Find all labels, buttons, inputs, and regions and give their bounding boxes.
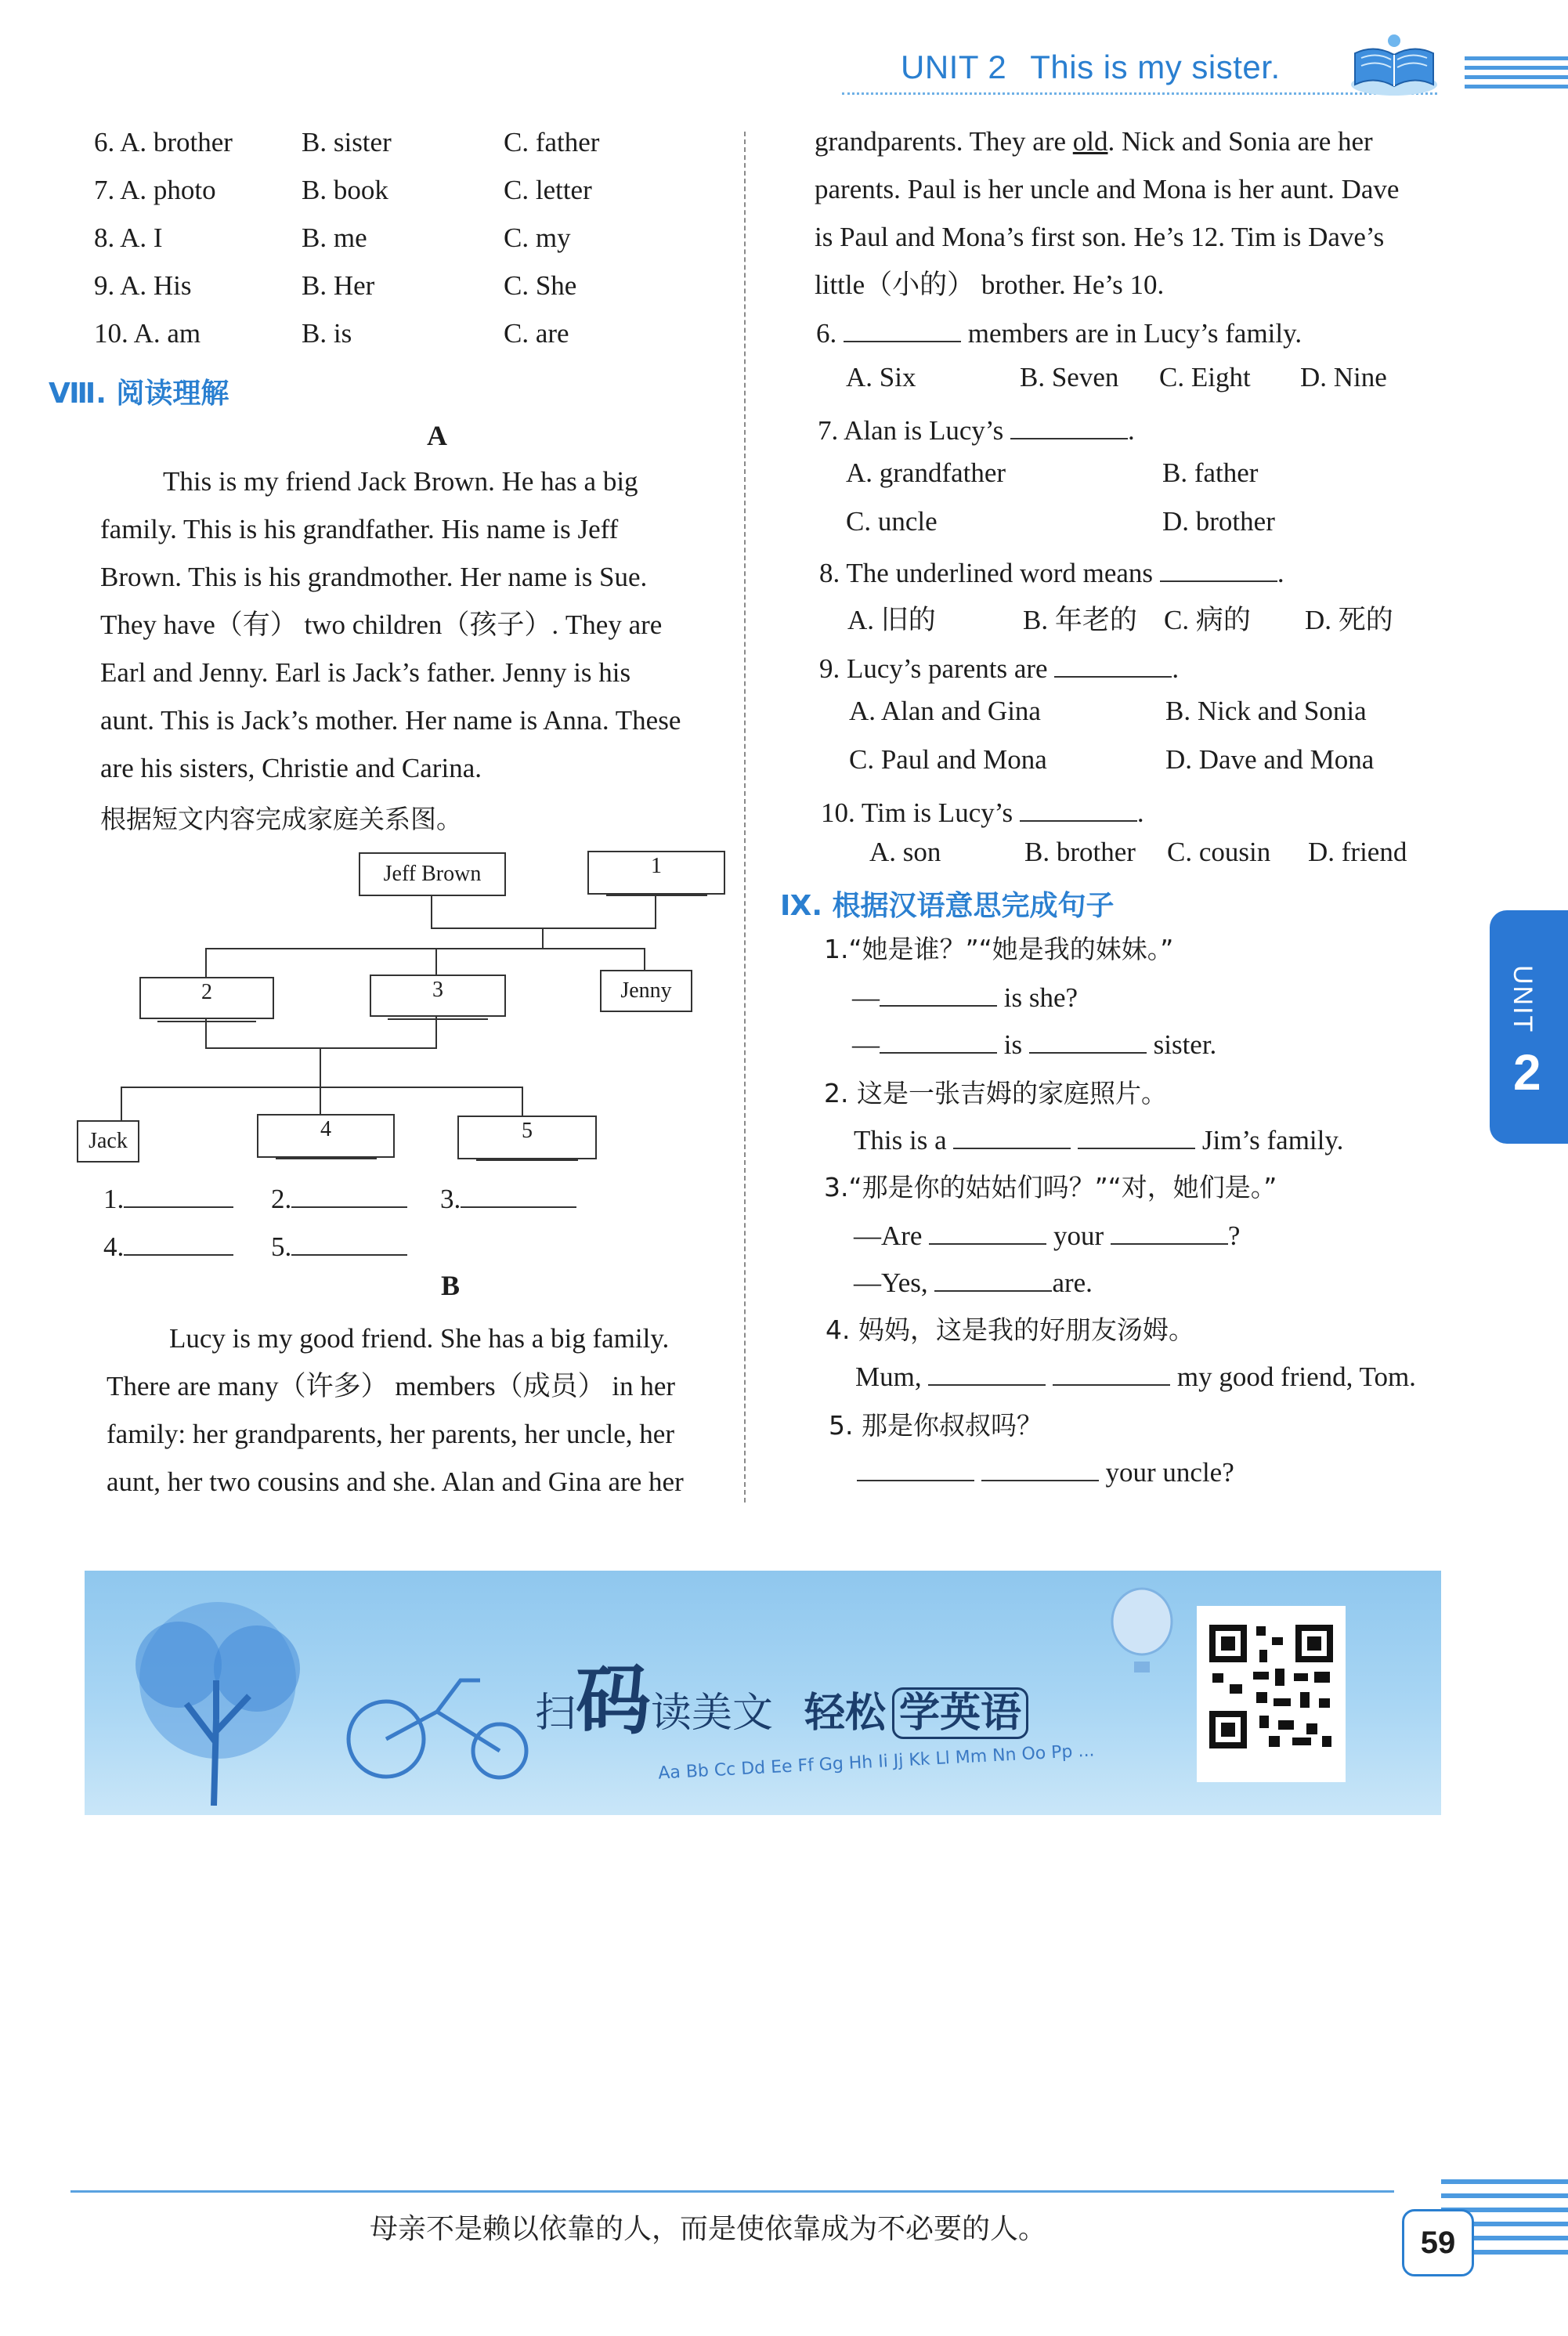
sentence-text: —Are xyxy=(854,1220,923,1251)
section-heading: Ⅷ. 阅读理解 xyxy=(49,378,229,410)
passage-line: little（小的） brother. He’s 10. xyxy=(815,269,1165,300)
node-number: 4 xyxy=(320,1117,331,1141)
underlined-word: old xyxy=(1072,126,1108,157)
option[interactable]: C. Eight xyxy=(1159,362,1251,392)
translation-1: 1.“她是谁？”“她是我的妹妹。” xyxy=(824,934,1174,964)
option[interactable]: C. Paul and Mona xyxy=(849,744,1047,775)
answer-blank[interactable] xyxy=(291,1179,407,1208)
answer-blank[interactable] xyxy=(880,978,997,1007)
instruction: 根据短文内容完成家庭关系图。 xyxy=(100,804,462,834)
tree-node-3 xyxy=(370,975,506,1017)
header-stripe xyxy=(1465,56,1568,60)
question-7 xyxy=(818,410,1135,447)
fill-2 xyxy=(854,1120,1343,1156)
banner-text: 扫 xyxy=(535,1690,576,1737)
options-7 xyxy=(846,457,1504,489)
side-tab-number: 2 xyxy=(1513,1044,1541,1101)
balloon-icon xyxy=(1103,1586,1181,1680)
answer-blank[interactable] xyxy=(1160,553,1277,582)
option[interactable]: A. son xyxy=(869,837,941,867)
answer-3 xyxy=(440,1179,576,1215)
options-9 xyxy=(849,696,1507,727)
sentence-text: This is a xyxy=(854,1125,947,1155)
question-text: 9. Lucy’s parents are xyxy=(819,653,1048,684)
options-10 xyxy=(869,837,1527,868)
option[interactable]: D. Dave and Mona xyxy=(1165,744,1375,775)
option-b: B. book xyxy=(302,175,388,205)
option[interactable]: D. friend xyxy=(1308,837,1407,867)
options-9b xyxy=(849,744,1507,776)
answer-blank[interactable] xyxy=(981,1452,1099,1481)
translation-2: 2. 这是一张吉姆的家庭照片。 xyxy=(824,1078,1167,1108)
sentence-text: —Yes, xyxy=(854,1267,928,1298)
option[interactable]: C. cousin xyxy=(1167,837,1271,867)
tree-node-5 xyxy=(457,1116,597,1159)
option[interactable]: C. uncle xyxy=(846,506,938,537)
unit-title xyxy=(901,49,1281,86)
footer-stripe xyxy=(1441,2179,1568,2184)
option[interactable]: B. Seven xyxy=(1020,362,1119,392)
answer-blank[interactable] xyxy=(124,1227,233,1256)
answer-blank[interactable] xyxy=(461,1179,576,1208)
option[interactable]: B. brother xyxy=(1024,837,1136,867)
question-text: 10. Tim is Lucy’s xyxy=(821,797,1013,828)
answer-blank[interactable] xyxy=(953,1120,1071,1149)
option[interactable]: A. 旧的 xyxy=(847,605,936,635)
header-stripe xyxy=(1465,75,1568,79)
fill-1b xyxy=(852,1025,1216,1061)
answer-blank[interactable] xyxy=(934,1263,1052,1292)
banner-title xyxy=(535,1641,1028,1748)
sentence-text: your uncle? xyxy=(1105,1457,1234,1488)
option-row xyxy=(94,318,736,366)
tree-node-jack: Jack xyxy=(77,1120,139,1163)
translation-4: 4. 妈妈，这是我的好朋友汤姆。 xyxy=(826,1314,1194,1345)
answer-blank[interactable] xyxy=(928,1357,1046,1386)
option[interactable]: C. 病的 xyxy=(1164,605,1251,635)
option-c: C. my xyxy=(504,222,571,253)
option[interactable]: B. Nick and Sonia xyxy=(1165,696,1367,726)
options-8 xyxy=(847,598,1505,635)
question-text: . xyxy=(1277,558,1284,588)
sentence-text: are. xyxy=(1052,1267,1093,1298)
sentence-text: Jim’s family. xyxy=(1201,1125,1344,1155)
option-a: 6. A. brother xyxy=(94,127,233,157)
option-b: B. Her xyxy=(302,270,375,301)
bicycle-icon xyxy=(343,1665,547,1782)
passage-line: This is my friend Jack Brown. He has a big xyxy=(163,466,638,497)
banner-text: 轻松 xyxy=(804,1690,887,1737)
banner-text: 学英语 xyxy=(892,1687,1028,1739)
option[interactable]: A. Six xyxy=(846,362,916,392)
translation-3: 3.“那是你的姑姑们吗？”“对，她们是。” xyxy=(824,1172,1277,1202)
answer-blank[interactable] xyxy=(1053,1357,1170,1386)
page-number: 59 xyxy=(1402,2209,1474,2276)
answer-label: 5. xyxy=(271,1231,292,1262)
option-c: C. letter xyxy=(504,175,592,205)
answer-label: 2. xyxy=(271,1184,292,1214)
passage-line: family. This is his grandfather. His name is Jeff xyxy=(100,514,619,544)
footer-line xyxy=(70,2190,1394,2193)
option-row xyxy=(94,222,736,270)
node-number: 2 xyxy=(201,980,212,1004)
qr-code[interactable] xyxy=(1197,1606,1346,1782)
sentence-text: ? xyxy=(1227,1220,1241,1251)
answer-blank[interactable] xyxy=(857,1452,974,1481)
question-text: members are in Lucy’s family. xyxy=(967,318,1302,349)
unit-subtitle: This is my sister. xyxy=(1030,49,1281,85)
question-10 xyxy=(821,793,1144,829)
question-8 xyxy=(819,553,1284,589)
qr-code-icon xyxy=(1197,1606,1346,1782)
option-c: C. are xyxy=(504,318,569,349)
passage-line: There are many（许多） members（成员） in her xyxy=(107,1371,676,1401)
fill-1a xyxy=(852,978,1078,1014)
header-stripe xyxy=(1465,66,1568,70)
banner-text: 码 xyxy=(576,1657,652,1745)
unit-label: UNIT 2 xyxy=(901,49,1007,85)
option[interactable]: B. father xyxy=(1162,457,1259,488)
sentence-text: is she? xyxy=(1003,982,1078,1013)
answer-label: 3. xyxy=(440,1184,461,1214)
fill-5 xyxy=(857,1452,1234,1488)
tree-node-jenny: Jenny xyxy=(600,970,692,1012)
answer-blank[interactable] xyxy=(929,1216,1046,1245)
passage-line: is Paul and Mona’s first son. He’s 12. Tim is Dave’s xyxy=(815,222,1385,252)
option[interactable]: D. Nine xyxy=(1300,362,1387,392)
option-a: 7. A. photo xyxy=(94,175,216,205)
question-text: 8. The underlined word means xyxy=(819,558,1154,588)
answer-blank[interactable] xyxy=(124,1179,233,1208)
answer-blank[interactable] xyxy=(291,1227,407,1256)
fill-3a xyxy=(854,1216,1240,1252)
sentence-text: Mum, xyxy=(855,1361,922,1392)
tree-node-1 xyxy=(587,851,725,895)
passage-line: Lucy is my good friend. She has a big family. xyxy=(169,1323,670,1354)
question-9 xyxy=(819,649,1179,685)
passage-label: B xyxy=(441,1270,461,1301)
sentence-text: sister. xyxy=(1153,1029,1217,1060)
tree-node-jeff: Jeff Brown xyxy=(359,852,506,896)
answer-blank[interactable] xyxy=(1111,1216,1228,1245)
translation-5: 5. 那是你叔叔吗？ xyxy=(829,1410,1042,1441)
banner-text: 读美文 xyxy=(651,1690,774,1737)
option-row xyxy=(94,127,736,175)
passage-line: parents. Paul is her uncle and Mona is her aunt. Dave xyxy=(815,174,1400,204)
node-number: 3 xyxy=(432,978,443,1002)
answer-blank[interactable] xyxy=(1020,793,1137,822)
side-tab-label: UNIT xyxy=(1508,965,1537,1034)
answer-blank[interactable] xyxy=(1029,1025,1147,1054)
answer-blank[interactable] xyxy=(880,1025,997,1054)
header-stripe xyxy=(1465,85,1568,89)
question-text: . xyxy=(1172,653,1180,684)
dash: — xyxy=(852,982,880,1013)
question-text: 7. Alan is Lucy’s xyxy=(818,415,1004,446)
option-b: B. me xyxy=(302,222,367,253)
option-c: C. father xyxy=(504,127,600,157)
question-text: . xyxy=(1127,415,1135,446)
option-b: B. sister xyxy=(302,127,392,157)
option-a: 10. A. am xyxy=(94,318,201,349)
tree-icon xyxy=(116,1594,320,1806)
open-book-icon xyxy=(1347,30,1441,100)
sentence-text: my good friend, Tom. xyxy=(1176,1361,1416,1392)
passage-line: family: her grandparents, her parents, her uncle, her xyxy=(107,1419,674,1449)
banner-alphabet: Aa Bb Cc Dd Ee Ff Gg Hh Ii Jj Kk Ll Mm Nn Oo Pp ... xyxy=(657,1741,1095,1784)
options-6 xyxy=(846,362,1504,393)
passage-b xyxy=(107,1314,736,1506)
passage-b-continued xyxy=(815,118,1451,309)
question-6 xyxy=(816,313,1302,349)
option-row xyxy=(94,270,736,318)
answer-4 xyxy=(103,1227,233,1263)
answer-2 xyxy=(271,1179,407,1215)
option[interactable]: D. 死的 xyxy=(1305,605,1393,635)
passage-line: aunt. This is Jack’s mother. Her name is Anna. These xyxy=(100,705,681,736)
tree-node-4 xyxy=(257,1114,395,1158)
text: grandparents. They are xyxy=(815,126,1073,157)
passage-line xyxy=(815,118,1451,165)
question-text: 6. xyxy=(816,318,837,349)
option-b: B. is xyxy=(302,318,352,349)
answer-label: 4. xyxy=(103,1231,125,1262)
column-divider xyxy=(744,132,746,1502)
option-a: 9. A. His xyxy=(94,270,192,301)
sentence-text: your xyxy=(1053,1220,1104,1251)
answer-5 xyxy=(271,1227,407,1263)
answer-1 xyxy=(103,1179,233,1215)
option[interactable]: A. grandfather xyxy=(846,457,1006,488)
unit-side-tab[interactable] xyxy=(1490,910,1568,1144)
passage-label: A xyxy=(427,420,447,451)
option-c: C. She xyxy=(504,270,577,301)
dash: — xyxy=(852,1029,880,1060)
answer-label: 1. xyxy=(103,1184,125,1214)
passage-line: Earl and Jenny. Earl is Jack’s father. Jenny is his xyxy=(100,657,631,688)
sentence-text: is xyxy=(1003,1029,1023,1060)
passage-line: aunt, her two cousins and she. Alan and Gina are her xyxy=(107,1466,684,1497)
page-header xyxy=(0,0,1568,118)
fill-4 xyxy=(855,1357,1416,1393)
node-number: 1 xyxy=(651,854,662,878)
answer-blank[interactable] xyxy=(1078,1120,1195,1149)
passage-a xyxy=(100,457,727,792)
passage-line: They have（有） two children（孩子）. They are xyxy=(100,609,663,640)
question-text: . xyxy=(1136,797,1144,828)
fill-3b xyxy=(854,1263,1093,1299)
answer-blank[interactable] xyxy=(1054,649,1172,678)
option[interactable]: A. Alan and Gina xyxy=(849,696,1041,726)
answer-blank[interactable] xyxy=(1010,410,1128,439)
tree-node-2 xyxy=(139,977,274,1019)
qr-banner[interactable] xyxy=(85,1571,1441,1815)
section-heading: Ⅸ. 根据汉语意思完成句子 xyxy=(780,890,1115,922)
option[interactable]: D. brother xyxy=(1162,506,1275,537)
footer-stripe xyxy=(1441,2193,1568,2198)
passage-line: are his sisters, Christie and Carina. xyxy=(100,753,482,783)
footer-quote: 母亲不是赖以依靠的人，而是使依靠成为不必要的人。 xyxy=(370,2213,1047,2245)
passage-line: Brown. This is his grandmother. Her name is Sue. xyxy=(100,562,648,592)
option-row xyxy=(94,175,736,222)
answer-blank[interactable] xyxy=(844,313,961,342)
option-a: 8. A. I xyxy=(94,222,163,253)
node-number: 5 xyxy=(522,1119,533,1143)
option[interactable]: B. 年老的 xyxy=(1023,605,1137,635)
options-7b xyxy=(846,506,1504,537)
text: . Nick and Sonia are her xyxy=(1107,126,1373,157)
